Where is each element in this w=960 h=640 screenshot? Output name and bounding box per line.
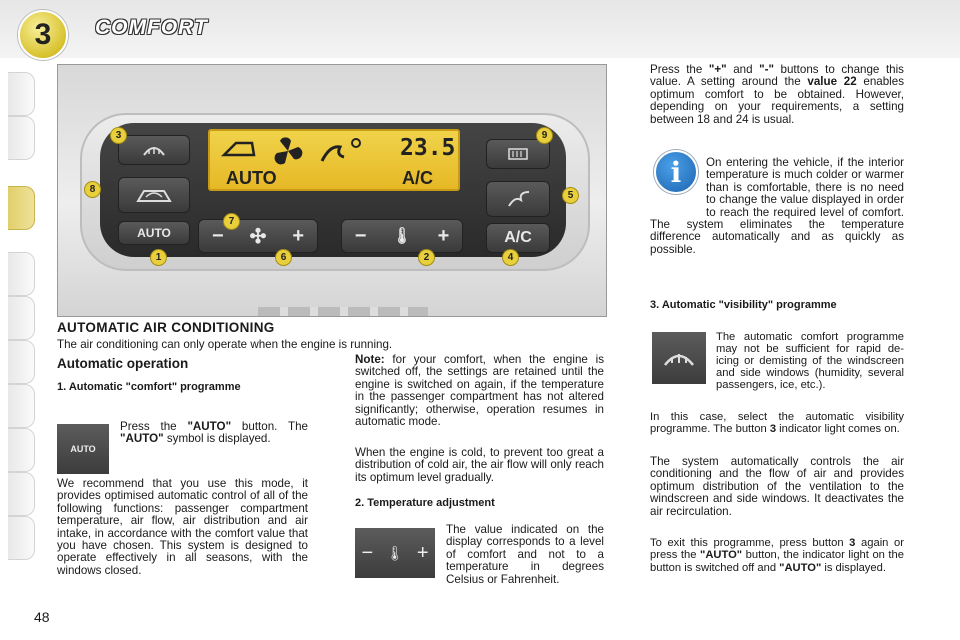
chapter-tab-9[interactable] bbox=[8, 472, 35, 516]
lcd-auto: AUTO bbox=[226, 168, 277, 188]
temp-minus-button[interactable]: − bbox=[354, 224, 367, 247]
callout-9: 9 bbox=[536, 127, 553, 144]
chapter-tab-5[interactable] bbox=[8, 296, 35, 340]
item1-title: 1. Automatic "comfort" programme bbox=[57, 381, 241, 393]
control-panel-photo bbox=[57, 64, 607, 317]
auto-button-icon: AUTO bbox=[57, 424, 109, 474]
panel-vent-strip bbox=[258, 307, 428, 316]
auto-button[interactable]: AUTO bbox=[118, 221, 190, 245]
intro-text: The air conditioning can only operate when the engine is running. bbox=[57, 338, 393, 351]
press-auto-text: Press the "AUTO" button. The "AUTO" symbol is displayed. bbox=[120, 420, 308, 446]
info-text: On entering the vehicle, if the interior temperature is much colder or warmer than is comfortable, there is no need to change the value displayed in order to reach the required level of comfort. The system eliminates the temperature difference automatically and as quickly as possible. bbox=[650, 156, 904, 256]
chapter-tab-6[interactable] bbox=[8, 340, 35, 384]
fan-plus-button[interactable]: + bbox=[292, 224, 305, 247]
cold-engine-text: When the engine is cold, to prevent too great a distribution of cold air, the air flow will only reach its optimum level gradually. bbox=[355, 446, 604, 484]
fan-speed-control[interactable] bbox=[198, 219, 318, 253]
chapter-tab-1[interactable] bbox=[8, 72, 35, 116]
chapter-number: 3 bbox=[34, 18, 52, 51]
temperature-buttons-icon bbox=[355, 528, 435, 578]
callout-6: 6 bbox=[275, 249, 292, 266]
note-text: Note: for your comfort, when the engine is switched off, the settings are retained until the engine is switched on again, if the temperature in the passenger compartment has not altered significantly; otherwise, operation resumes in automatic mode. bbox=[355, 353, 604, 429]
exit-programme-text: To exit this programme, press button 3 again or press the "AUTO" button, the indicator light on the button is switched off and "AUTO" is displayed. bbox=[650, 537, 904, 574]
callout-7: 7 bbox=[223, 213, 240, 230]
callout-4: 4 bbox=[502, 249, 519, 266]
info-icon: i bbox=[654, 150, 698, 194]
temperature-control[interactable] bbox=[341, 219, 463, 253]
rear-demist-button[interactable] bbox=[486, 139, 550, 169]
recommend-text: We recommend that you use this mode, it provides optimised automatic control of all of the following functions: passenger compartment temperature, air flow, air distribution and air intake, in accordance with the comfort value that you have chosen. This system is designed to operate effectively in all seasons, with the windows closed. bbox=[57, 477, 308, 577]
air-recirculation-button[interactable] bbox=[118, 177, 190, 213]
thermometer-icon: 🌡 bbox=[391, 228, 413, 245]
fan-icon: ✣ bbox=[249, 225, 267, 248]
air-distribution-button[interactable] bbox=[486, 181, 550, 217]
page-title: COMFORT bbox=[95, 16, 208, 39]
system-controls-text: The system automatically controls the air conditioning and the flow of air and provides optimum distribution of the ventilation to the windscreen and side windows. It deactivates the air recirculation. bbox=[650, 455, 904, 518]
section-title: AUTOMATIC AIR CONDITIONING bbox=[57, 320, 275, 335]
thermometer-icon: 🌡 bbox=[386, 544, 404, 561]
callout-5: 5 bbox=[562, 187, 579, 204]
chapter-tab-4[interactable] bbox=[8, 252, 35, 296]
in-this-case-text: In this case, select the automatic visibility programme. The button 3 indicator light comes on. bbox=[650, 411, 904, 436]
chapter-tab-7[interactable] bbox=[8, 384, 35, 428]
chapter-tab-3-active[interactable] bbox=[8, 186, 35, 230]
chapter-badge bbox=[18, 10, 68, 60]
visibility-button-icon bbox=[652, 332, 706, 384]
visibility-text: The automatic comfort programme may not be sufficient for rapid de-icing or demisting of the windscreen and side windows (humidity, several passengers, ice, etc.). bbox=[716, 331, 904, 391]
chapter-tab-10[interactable] bbox=[8, 516, 35, 560]
plus-icon: + bbox=[416, 541, 429, 564]
chapter-tab-8[interactable] bbox=[8, 428, 35, 472]
visibility-button[interactable] bbox=[118, 135, 190, 165]
windscreen-demist-icon bbox=[142, 141, 166, 159]
value-indicated-text: The value indicated on the display corresponds to a level of comfort and not to a temperature in degrees Celsius or Fahrenheit. bbox=[446, 523, 604, 586]
lcd-ac: A/C bbox=[402, 168, 433, 188]
item3-title: 3. Automatic "visibility" programme bbox=[650, 299, 837, 311]
seat-airflow-icon bbox=[322, 147, 344, 161]
item2-title: 2. Temperature adjustment bbox=[355, 497, 495, 509]
temp-plus-button[interactable]: + bbox=[437, 224, 450, 247]
fan-minus-button[interactable]: − bbox=[211, 224, 224, 247]
recirculation-icon bbox=[134, 185, 174, 205]
callout-1: 1 bbox=[150, 249, 167, 266]
callout-2: 2 bbox=[418, 249, 435, 266]
callout-8: 8 bbox=[84, 181, 101, 198]
windscreen-icon bbox=[224, 143, 254, 155]
minus-icon: − bbox=[361, 541, 374, 564]
windscreen-demist-icon bbox=[663, 347, 695, 369]
page-number: 48 bbox=[34, 609, 50, 625]
rear-window-demist-icon bbox=[506, 146, 530, 162]
press-plus-minus-text: Press the "+" and "-" buttons to change this value. A setting around the value 22 enables optimum comfort to be obtained. However, depending on your requirements, a setting between 18 and 24 is usual. bbox=[650, 63, 905, 126]
lcd-temperature: 23.5 bbox=[400, 135, 456, 161]
automatic-operation-heading: Automatic operation bbox=[57, 356, 189, 371]
fan-icon bbox=[275, 137, 303, 164]
ac-button[interactable]: A/C bbox=[486, 223, 550, 253]
air-distribution-icon bbox=[503, 188, 533, 210]
callout-3: 3 bbox=[110, 127, 127, 144]
lcd-airflow-icons bbox=[218, 135, 388, 169]
chapter-tab-2[interactable] bbox=[8, 116, 35, 160]
